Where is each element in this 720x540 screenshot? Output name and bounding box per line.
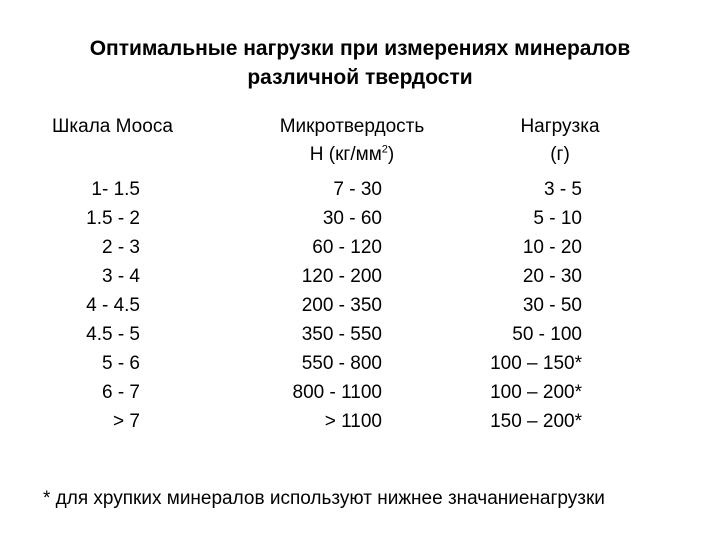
cell-micro: 120 - 200 [301,266,382,287]
cell-mohs: 4 - 4.5 [86,295,140,316]
cell-mohs: 1- 1.5 [91,179,140,200]
cell-load: 10 - 20 [522,237,582,258]
cell-load: 30 - 50 [522,295,582,316]
cell-mohs: > 7 [113,411,140,432]
header-mohs [52,113,173,141]
column-load [430,175,582,436]
cell-load: 3 - 5 [543,179,582,200]
cell-micro: 7 - 30 [333,179,382,200]
cell-mohs: 5 - 6 [101,353,140,374]
cell-load: 150 – 200* [490,411,582,432]
cell-load: 20 - 30 [522,266,582,287]
cell-micro: 550 - 800 [301,353,382,374]
cell-mohs: 1.5 - 2 [86,208,140,229]
cell-micro: 30 - 60 [322,208,382,229]
cell-load: 50 - 100 [512,324,582,345]
footnote: * для хрупких минералов используют нижнее значаниенагрузки [43,488,605,509]
cell-mohs: 2 - 3 [101,237,140,258]
header-load-line-2: (г) [550,144,570,165]
header-micro-line-1: Микротвердость [279,116,425,137]
column-mohs [40,175,140,436]
cell-micro: 800 - 1100 [292,382,382,403]
cell-micro: 60 - 120 [312,237,382,258]
header-micro-prefix: Н (кг/мм [309,144,382,165]
header-micro-suffix: ) [387,144,395,165]
cell-micro: 200 - 350 [301,295,382,316]
cell-micro: 350 - 550 [301,324,382,345]
header-micro-sup: 2 [381,143,388,156]
cell-mohs: 3 - 4 [101,266,140,287]
cell-micro: > 1100 [324,411,382,432]
title-line-1: Оптимальные нагрузки при измерениях минералов [89,37,631,60]
page-title [0,34,720,92]
cell-load: 100 – 150* [490,353,582,374]
header-load-line-1: Нагрузка [520,116,600,137]
cell-mohs: 6 - 7 [101,382,140,403]
cell-mohs: 4.5 - 5 [86,324,140,345]
header-microhardness [262,113,442,169]
header-micro-line-2 [262,141,442,169]
header-load [500,113,620,169]
column-microhardness [232,175,382,436]
cell-load: 5 - 10 [533,208,582,229]
cell-load: 100 – 200* [490,382,582,403]
title-line-2: различной твердости [247,66,473,89]
header-mohs-label: Шкала Мооса [52,116,173,137]
